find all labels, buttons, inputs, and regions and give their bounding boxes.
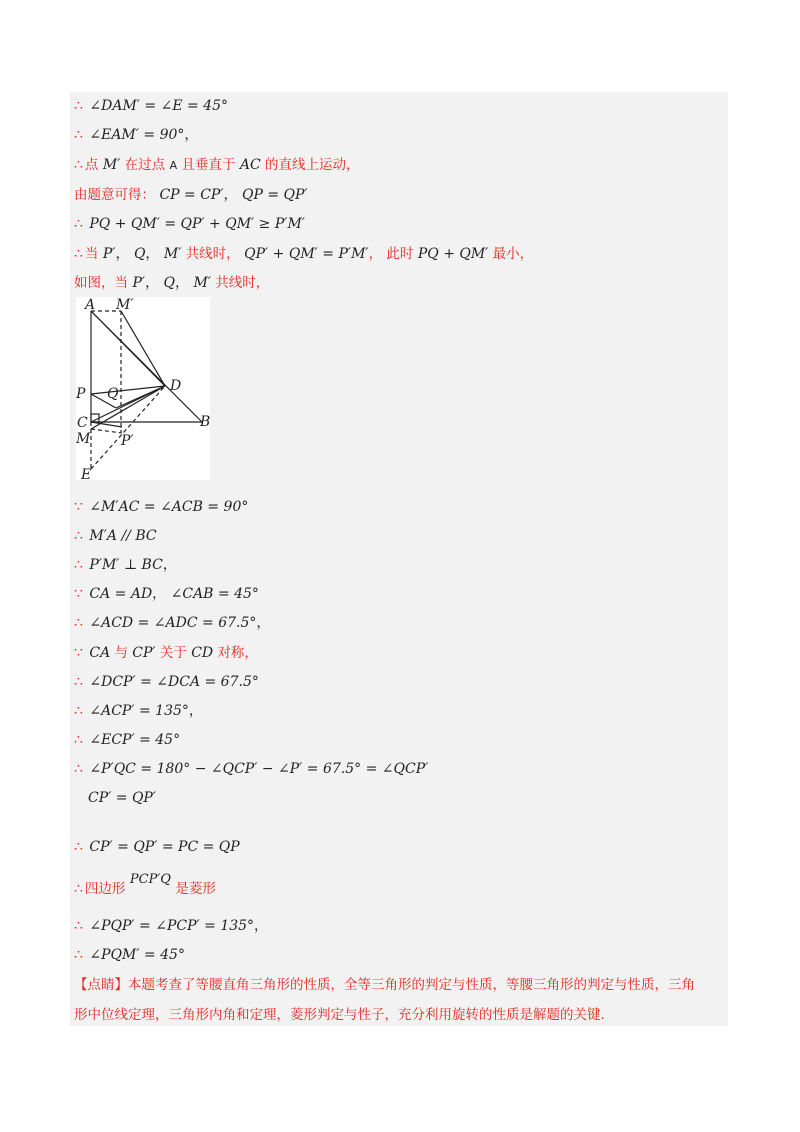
step-line-5: ∴ PQ + QM′ = QP′ + QM′ ≥ P′M′	[74, 216, 305, 232]
label-e: E	[81, 467, 92, 480]
step-line-16: ∴ ∠ECP′ = 45°	[74, 732, 181, 748]
step-line-21: ∴ ∠PQP′ = ∠PCP′ = 135°，	[74, 918, 269, 934]
geometry-figure	[76, 297, 210, 480]
step-line-17: ∴ ∠P′QC = 180° − ∠QCP′ − ∠P′ = 67.5° = ∠QCP′	[74, 761, 429, 777]
summary-note-line-2: 形中位线定理，三角形内角和定理，菱形判定与性子，充分利用旋转的性质是解题的关键.	[74, 1007, 605, 1023]
step-line-4: 由题意可得： CP = CP′， QP = QP′	[74, 187, 308, 203]
step-line-9: ∴ M′A // BC	[74, 528, 157, 544]
segment-qd	[116, 386, 165, 408]
step-line-13: ∵ CA 与 CP′ 关于 CD 对称，	[74, 645, 258, 661]
label-q: Q	[107, 386, 119, 402]
step-line-22: ∴ ∠PQM′ = 45°	[74, 947, 185, 963]
label-c: C	[77, 415, 88, 431]
step-line-19: ∴ CP′ = QP′ = PC = QP	[74, 839, 240, 855]
step-line-10: ∴ P′M′ ⊥ BC，	[74, 557, 177, 573]
dashed-mp2	[91, 429, 122, 433]
step-line-2: ∴ ∠EAM′ = 90°，	[74, 127, 199, 143]
step-line-8: ∵ ∠M′AC = ∠ACB = 90°	[74, 499, 249, 515]
label-m: M	[76, 431, 91, 447]
label-p-prime: P′	[121, 433, 134, 449]
step-line-18: CP′ = QP′	[88, 790, 157, 806]
label-a: A	[85, 297, 96, 313]
step-line-15: ∴ ∠ACP′ = 135°，	[74, 703, 203, 719]
step-line-7: 如图，当 P′， Q， M′ 共线时，	[74, 275, 270, 291]
geometry-diagram	[76, 297, 210, 480]
step-line-20: ∴ 四边形 PCP′Q 是菱形	[74, 872, 216, 897]
label-d: D	[170, 378, 182, 394]
step-line-3: ∴ 点 M′ 在过点 A 且垂直于 AC 的直线上运动，	[74, 157, 360, 173]
step-line-14: ∴ ∠DCP′ = ∠DCA = 67.5°	[74, 674, 259, 690]
label-p: P	[76, 386, 86, 402]
step-line-12: ∴ ∠ACD = ∠ADC = 67.5°，	[74, 615, 271, 631]
step-line-6: ∴ 当 P′， Q， M′ 共线时， QP′ + QM′ = P′M′， 此时 PQ + QM′ 最小，	[74, 246, 534, 262]
step-line-1: ∴ ∠DAM′ = ∠E = 45°	[74, 98, 228, 114]
summary-note-line-1: 【点睛】本题考查了等腰直角三角形的性质，全等三角形的判定与性质，等腰三角形的判定与性质，三角	[74, 977, 695, 993]
dashed-ed	[91, 386, 165, 469]
label-m-prime-top: M′	[116, 297, 134, 313]
label-b: B	[200, 414, 210, 430]
step-line-11: ∵ CA = AD， ∠CAB = 45°	[74, 586, 259, 602]
